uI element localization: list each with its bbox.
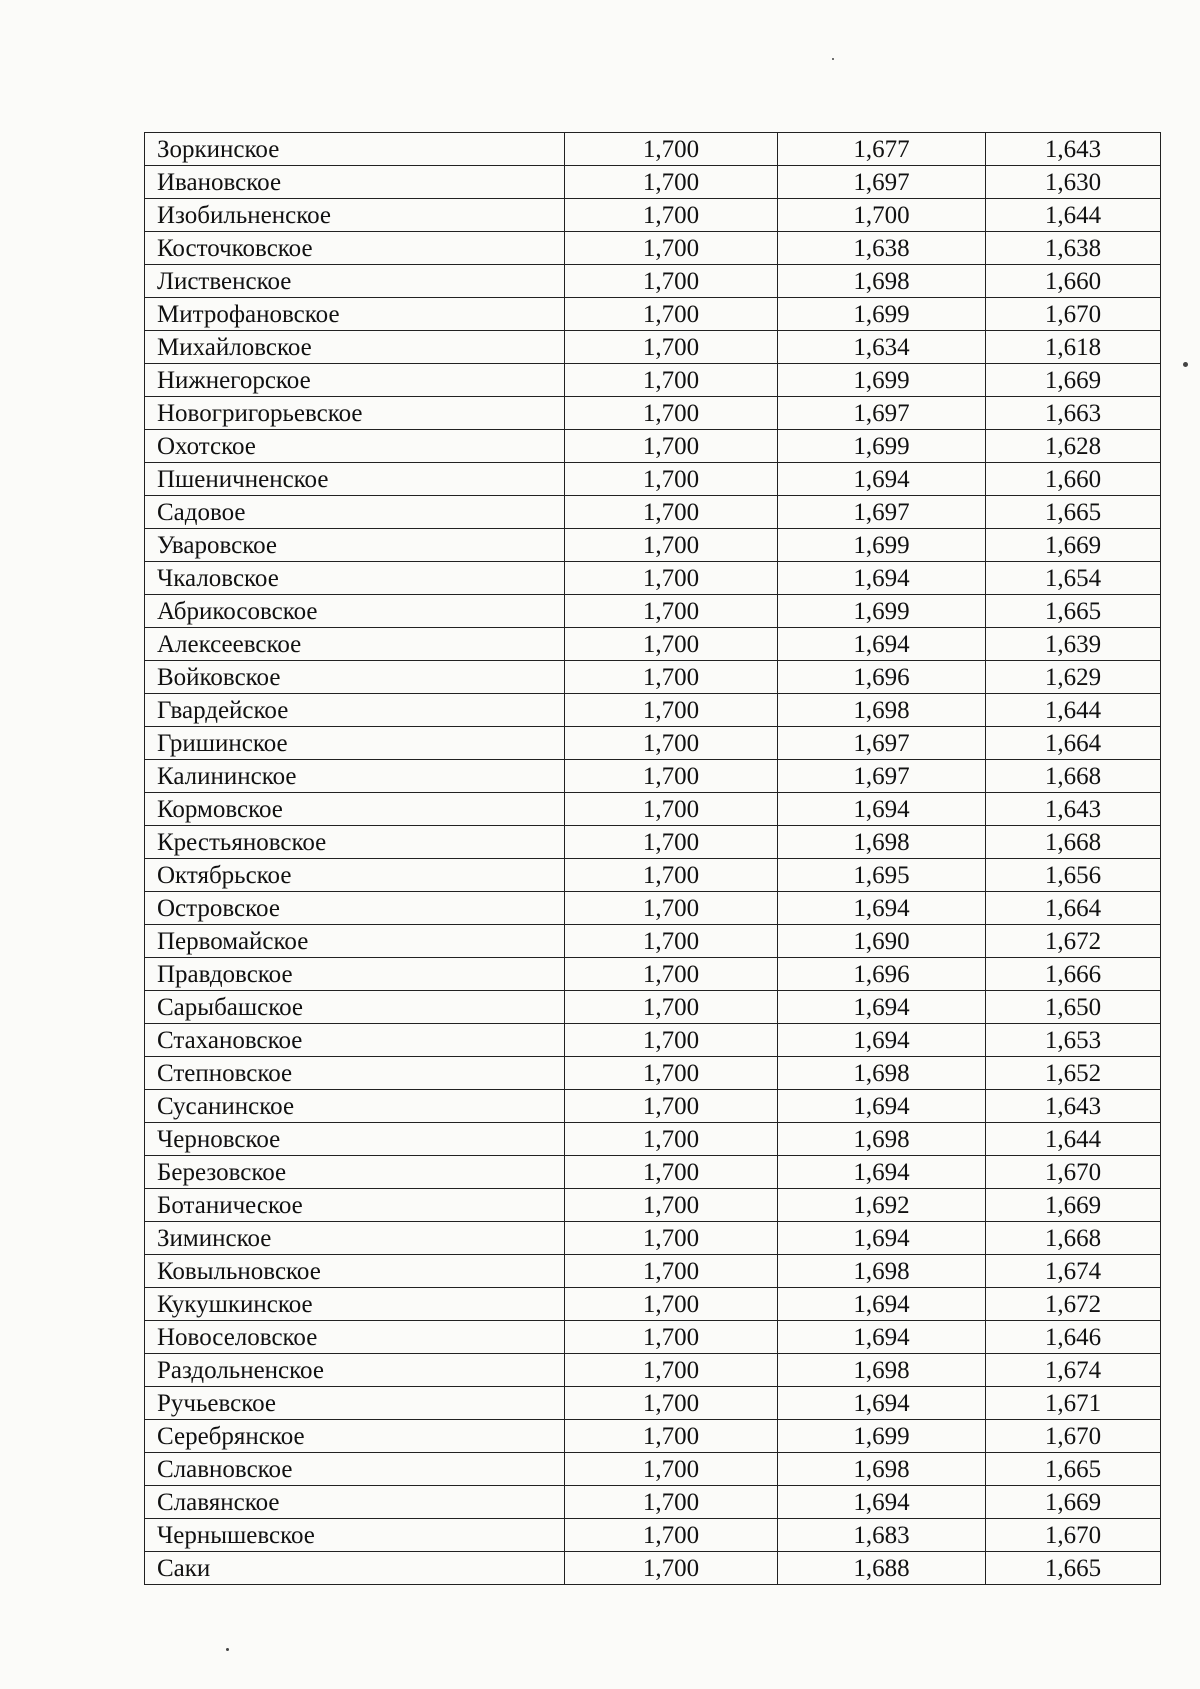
value-cell-2: 1,677: [778, 133, 986, 166]
value-cell-1: 1,700: [565, 859, 778, 892]
table-row: [145, 991, 1161, 1024]
value-cell-3: 1,674: [986, 1354, 1161, 1387]
value-cell-3: 1,668: [986, 1222, 1161, 1255]
table-row: [145, 430, 1161, 463]
table-row: [145, 892, 1161, 925]
value-cell-1: 1,700: [565, 1354, 778, 1387]
value-cell-2: 1,698: [778, 826, 986, 859]
settlement-name-cell: Митрофановское: [145, 298, 565, 331]
table-row: [145, 793, 1161, 826]
settlement-name-cell: Крестьяновское: [145, 826, 565, 859]
data-table: [144, 132, 1161, 1585]
value-cell-3: 1,670: [986, 1156, 1161, 1189]
value-cell-2: 1,699: [778, 1420, 986, 1453]
value-cell-1: 1,700: [565, 595, 778, 628]
value-cell-3: 1,629: [986, 661, 1161, 694]
settlement-name-cell: Охотское: [145, 430, 565, 463]
settlement-name-cell: Нижнегорское: [145, 364, 565, 397]
value-cell-1: 1,700: [565, 1420, 778, 1453]
settlement-name-cell: Зоркинское: [145, 133, 565, 166]
table-row: [145, 628, 1161, 661]
value-cell-3: 1,669: [986, 364, 1161, 397]
settlement-name-cell: Чкаловское: [145, 562, 565, 595]
value-cell-3: 1,665: [986, 595, 1161, 628]
value-cell-1: 1,700: [565, 1090, 778, 1123]
value-cell-3: 1,644: [986, 1123, 1161, 1156]
value-cell-3: 1,668: [986, 760, 1161, 793]
table-row: [145, 1189, 1161, 1222]
value-cell-1: 1,700: [565, 727, 778, 760]
value-cell-2: 1,698: [778, 1453, 986, 1486]
value-cell-2: 1,694: [778, 1288, 986, 1321]
value-cell-2: 1,694: [778, 1024, 986, 1057]
value-cell-1: 1,700: [565, 1453, 778, 1486]
settlement-name-cell: Сусанинское: [145, 1090, 565, 1123]
value-cell-2: 1,697: [778, 760, 986, 793]
value-cell-3: 1,618: [986, 331, 1161, 364]
value-cell-2: 1,694: [778, 562, 986, 595]
table-row: [145, 166, 1161, 199]
value-cell-1: 1,700: [565, 694, 778, 727]
settlement-name-cell: Славянское: [145, 1486, 565, 1519]
settlement-name-cell: Ковыльновское: [145, 1255, 565, 1288]
value-cell-2: 1,694: [778, 793, 986, 826]
value-cell-3: 1,672: [986, 925, 1161, 958]
value-cell-3: 1,670: [986, 1519, 1161, 1552]
settlement-name-cell: Кормовское: [145, 793, 565, 826]
value-cell-2: 1,694: [778, 463, 986, 496]
table-row: [145, 1090, 1161, 1123]
value-cell-1: 1,700: [565, 1123, 778, 1156]
settlement-name-cell: Саки: [145, 1552, 565, 1585]
value-cell-1: 1,700: [565, 826, 778, 859]
value-cell-3: 1,671: [986, 1387, 1161, 1420]
value-cell-1: 1,700: [565, 430, 778, 463]
table-row: [145, 1453, 1161, 1486]
value-cell-2: 1,694: [778, 892, 986, 925]
value-cell-2: 1,634: [778, 331, 986, 364]
value-cell-3: 1,650: [986, 991, 1161, 1024]
table-row: [145, 331, 1161, 364]
value-cell-2: 1,698: [778, 1057, 986, 1090]
value-cell-1: 1,700: [565, 166, 778, 199]
settlement-name-cell: Ручьевское: [145, 1387, 565, 1420]
value-cell-1: 1,700: [565, 925, 778, 958]
value-cell-1: 1,700: [565, 1519, 778, 1552]
value-cell-2: 1,699: [778, 298, 986, 331]
table-row: [145, 397, 1161, 430]
table-row: [145, 529, 1161, 562]
settlement-name-cell: Алексеевское: [145, 628, 565, 661]
value-cell-1: 1,700: [565, 529, 778, 562]
settlement-name-cell: Степновское: [145, 1057, 565, 1090]
settlement-name-cell: Абрикосовское: [145, 595, 565, 628]
value-cell-1: 1,700: [565, 364, 778, 397]
table-row: [145, 859, 1161, 892]
table-row: [145, 1552, 1161, 1585]
value-cell-2: 1,697: [778, 496, 986, 529]
value-cell-3: 1,643: [986, 793, 1161, 826]
value-cell-3: 1,668: [986, 826, 1161, 859]
value-cell-3: 1,660: [986, 265, 1161, 298]
table-row: [145, 595, 1161, 628]
table-row: [145, 1057, 1161, 1090]
table-row: [145, 727, 1161, 760]
value-cell-1: 1,700: [565, 331, 778, 364]
value-cell-3: 1,672: [986, 1288, 1161, 1321]
settlement-name-cell: Серебрянское: [145, 1420, 565, 1453]
settlement-name-cell: Косточковское: [145, 232, 565, 265]
value-cell-3: 1,652: [986, 1057, 1161, 1090]
value-cell-1: 1,700: [565, 892, 778, 925]
value-cell-2: 1,695: [778, 859, 986, 892]
table-row: [145, 1255, 1161, 1288]
scan-speck: [832, 58, 834, 60]
value-cell-2: 1,698: [778, 265, 986, 298]
value-cell-2: 1,699: [778, 595, 986, 628]
value-cell-2: 1,690: [778, 925, 986, 958]
value-cell-2: 1,694: [778, 991, 986, 1024]
value-cell-2: 1,694: [778, 1222, 986, 1255]
value-cell-1: 1,700: [565, 496, 778, 529]
table-row: [145, 463, 1161, 496]
value-cell-2: 1,699: [778, 364, 986, 397]
value-cell-1: 1,700: [565, 760, 778, 793]
value-cell-2: 1,692: [778, 1189, 986, 1222]
value-cell-2: 1,638: [778, 232, 986, 265]
settlement-name-cell: Лиственское: [145, 265, 565, 298]
value-cell-2: 1,699: [778, 430, 986, 463]
value-cell-3: 1,665: [986, 1453, 1161, 1486]
table-row: [145, 1387, 1161, 1420]
table-body: [145, 133, 1161, 1585]
value-cell-2: 1,688: [778, 1552, 986, 1585]
settlement-name-cell: Первомайское: [145, 925, 565, 958]
scan-speck: [1183, 362, 1188, 367]
value-cell-1: 1,700: [565, 661, 778, 694]
settlement-name-cell: Черновское: [145, 1123, 565, 1156]
value-cell-3: 1,670: [986, 1420, 1161, 1453]
settlement-name-cell: Березовское: [145, 1156, 565, 1189]
value-cell-3: 1,660: [986, 463, 1161, 496]
table-row: [145, 1420, 1161, 1453]
value-cell-3: 1,643: [986, 1090, 1161, 1123]
value-cell-1: 1,700: [565, 1288, 778, 1321]
value-cell-1: 1,700: [565, 1321, 778, 1354]
settlement-name-cell: Новоселовское: [145, 1321, 565, 1354]
settlement-name-cell: Славновское: [145, 1453, 565, 1486]
value-cell-1: 1,700: [565, 793, 778, 826]
table-row: [145, 1222, 1161, 1255]
settlement-name-cell: Садовое: [145, 496, 565, 529]
settlement-name-cell: Михайловское: [145, 331, 565, 364]
value-cell-1: 1,700: [565, 1255, 778, 1288]
value-cell-3: 1,670: [986, 298, 1161, 331]
settlement-name-cell: Пшеничненское: [145, 463, 565, 496]
value-cell-2: 1,698: [778, 1255, 986, 1288]
value-cell-3: 1,653: [986, 1024, 1161, 1057]
value-cell-1: 1,700: [565, 1486, 778, 1519]
value-cell-3: 1,664: [986, 892, 1161, 925]
table-row: [145, 826, 1161, 859]
value-cell-1: 1,700: [565, 562, 778, 595]
value-cell-1: 1,700: [565, 265, 778, 298]
value-cell-3: 1,665: [986, 496, 1161, 529]
settlement-name-cell: Зиминское: [145, 1222, 565, 1255]
value-cell-3: 1,644: [986, 199, 1161, 232]
scan-speck: [226, 1648, 229, 1651]
settlement-name-cell: Войковское: [145, 661, 565, 694]
value-cell-1: 1,700: [565, 133, 778, 166]
settlement-name-cell: Раздольненское: [145, 1354, 565, 1387]
value-cell-1: 1,700: [565, 1057, 778, 1090]
table-row: [145, 694, 1161, 727]
settlement-name-cell: Гришинское: [145, 727, 565, 760]
table-row: [145, 958, 1161, 991]
value-cell-2: 1,694: [778, 628, 986, 661]
value-cell-3: 1,643: [986, 133, 1161, 166]
settlement-name-cell: Ивановское: [145, 166, 565, 199]
table-row: [145, 232, 1161, 265]
value-cell-3: 1,656: [986, 859, 1161, 892]
value-cell-1: 1,700: [565, 397, 778, 430]
settlement-name-cell: Сарыбашское: [145, 991, 565, 1024]
settlement-name-cell: Правдовское: [145, 958, 565, 991]
table-row: [145, 1321, 1161, 1354]
settlement-name-cell: Кукушкинское: [145, 1288, 565, 1321]
table-row: [145, 133, 1161, 166]
value-cell-1: 1,700: [565, 628, 778, 661]
value-cell-1: 1,700: [565, 1387, 778, 1420]
value-cell-2: 1,698: [778, 1354, 986, 1387]
value-cell-2: 1,694: [778, 1156, 986, 1189]
table-row: [145, 265, 1161, 298]
value-cell-3: 1,628: [986, 430, 1161, 463]
table-row: [145, 199, 1161, 232]
value-cell-3: 1,630: [986, 166, 1161, 199]
settlement-name-cell: Калининское: [145, 760, 565, 793]
value-cell-1: 1,700: [565, 1024, 778, 1057]
settlement-name-cell: Изобильненское: [145, 199, 565, 232]
value-cell-3: 1,638: [986, 232, 1161, 265]
value-cell-3: 1,654: [986, 562, 1161, 595]
value-cell-1: 1,700: [565, 1156, 778, 1189]
table-row: [145, 760, 1161, 793]
table-row: [145, 1156, 1161, 1189]
value-cell-3: 1,674: [986, 1255, 1161, 1288]
settlement-name-cell: Новогригорьевское: [145, 397, 565, 430]
value-cell-2: 1,699: [778, 529, 986, 562]
value-cell-2: 1,683: [778, 1519, 986, 1552]
value-cell-3: 1,639: [986, 628, 1161, 661]
settlement-name-cell: Октябрьское: [145, 859, 565, 892]
value-cell-1: 1,700: [565, 1552, 778, 1585]
settlement-name-cell: Гвардейское: [145, 694, 565, 727]
value-cell-2: 1,698: [778, 1123, 986, 1156]
value-cell-3: 1,669: [986, 529, 1161, 562]
table-row: [145, 1288, 1161, 1321]
value-cell-1: 1,700: [565, 463, 778, 496]
table-row: [145, 1024, 1161, 1057]
value-cell-3: 1,666: [986, 958, 1161, 991]
value-cell-1: 1,700: [565, 232, 778, 265]
settlement-name-cell: Островское: [145, 892, 565, 925]
value-cell-2: 1,697: [778, 166, 986, 199]
value-cell-1: 1,700: [565, 1189, 778, 1222]
value-cell-1: 1,700: [565, 1222, 778, 1255]
table-row: [145, 1123, 1161, 1156]
settlement-name-cell: Чернышевское: [145, 1519, 565, 1552]
value-cell-3: 1,644: [986, 694, 1161, 727]
table-row: [145, 562, 1161, 595]
value-cell-2: 1,697: [778, 727, 986, 760]
table-row: [145, 925, 1161, 958]
value-cell-2: 1,700: [778, 199, 986, 232]
table-row: [145, 661, 1161, 694]
value-cell-3: 1,669: [986, 1189, 1161, 1222]
value-cell-1: 1,700: [565, 199, 778, 232]
value-cell-1: 1,700: [565, 958, 778, 991]
value-cell-3: 1,646: [986, 1321, 1161, 1354]
value-cell-3: 1,669: [986, 1486, 1161, 1519]
value-cell-2: 1,696: [778, 958, 986, 991]
table-row: [145, 298, 1161, 331]
value-cell-2: 1,698: [778, 694, 986, 727]
value-cell-3: 1,663: [986, 397, 1161, 430]
value-cell-2: 1,694: [778, 1090, 986, 1123]
value-cell-2: 1,696: [778, 661, 986, 694]
value-cell-2: 1,694: [778, 1486, 986, 1519]
table-row: [145, 1486, 1161, 1519]
value-cell-2: 1,694: [778, 1387, 986, 1420]
value-cell-3: 1,664: [986, 727, 1161, 760]
table-row: [145, 1519, 1161, 1552]
settlement-name-cell: Ботаническое: [145, 1189, 565, 1222]
settlement-name-cell: Уваровское: [145, 529, 565, 562]
value-cell-1: 1,700: [565, 991, 778, 1024]
value-cell-2: 1,694: [778, 1321, 986, 1354]
value-cell-2: 1,697: [778, 397, 986, 430]
table-row: [145, 364, 1161, 397]
value-cell-1: 1,700: [565, 298, 778, 331]
table-row: [145, 496, 1161, 529]
value-cell-3: 1,665: [986, 1552, 1161, 1585]
settlement-name-cell: Стахановское: [145, 1024, 565, 1057]
table-row: [145, 1354, 1161, 1387]
